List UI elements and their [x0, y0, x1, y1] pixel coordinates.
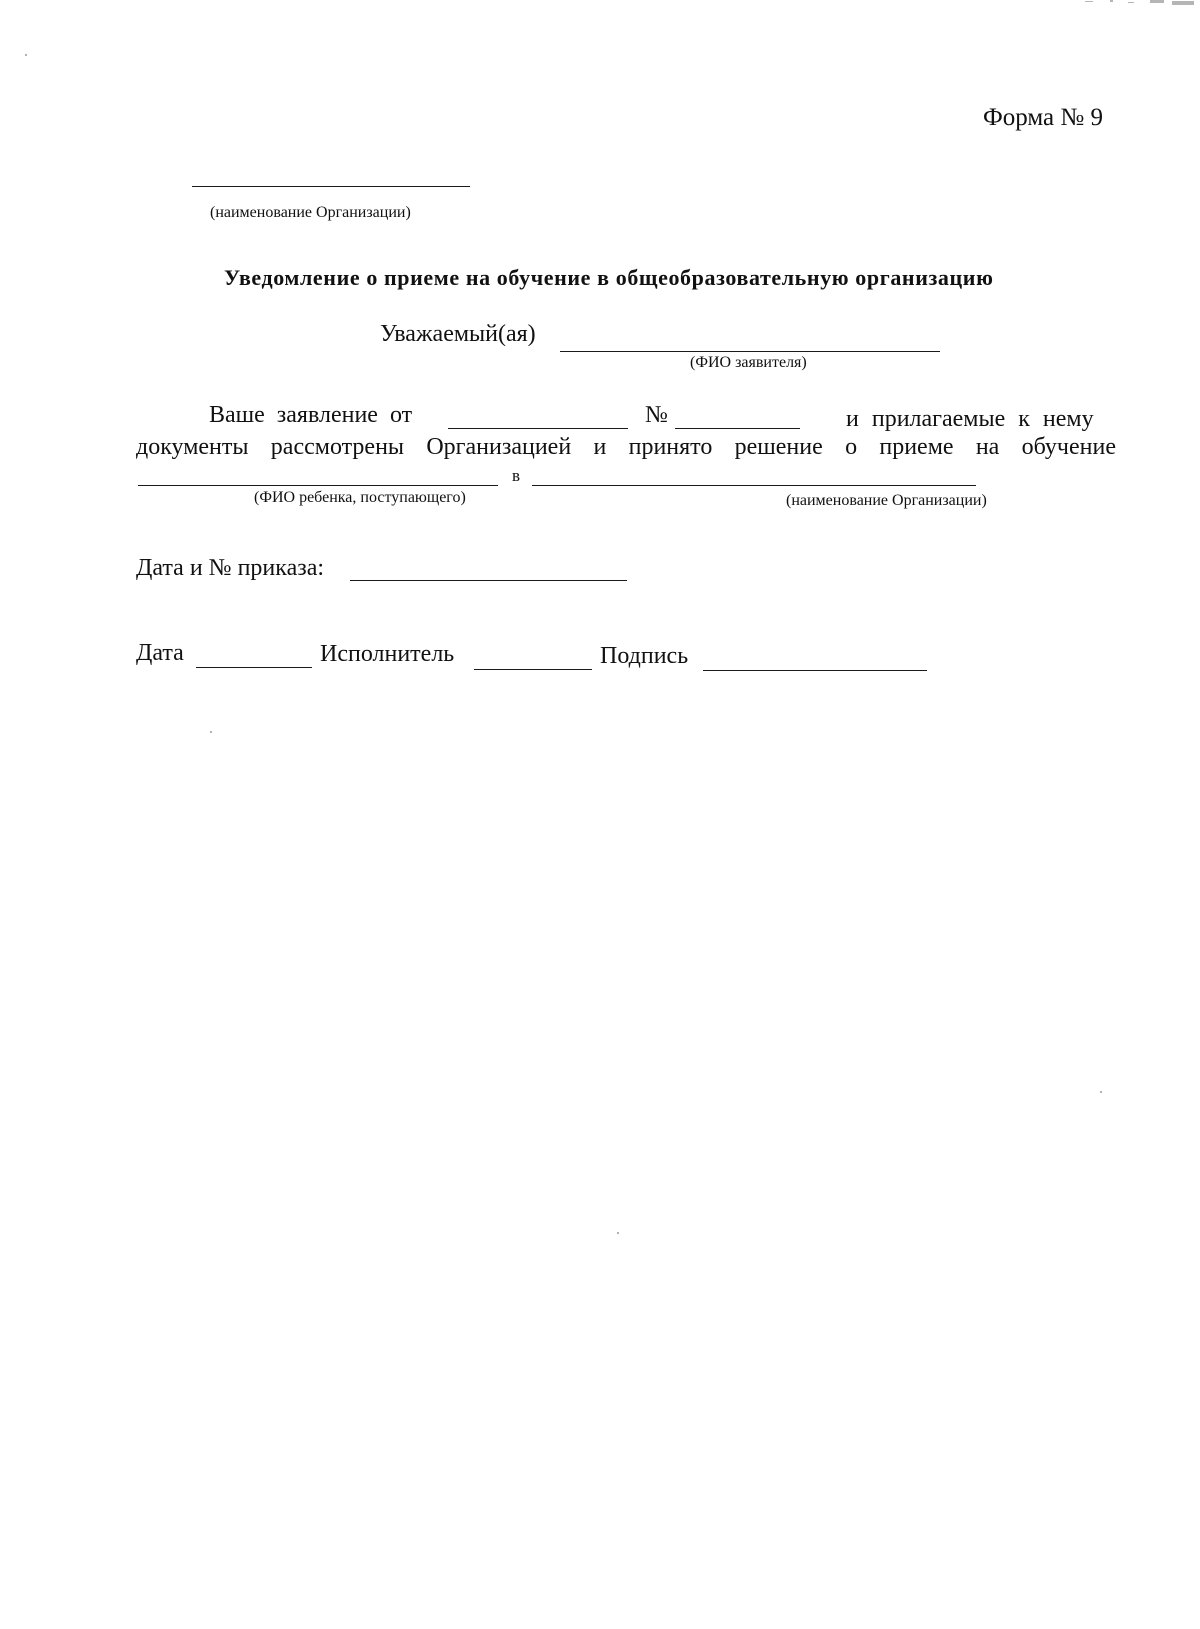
- scan-speck: [1100, 1091, 1102, 1093]
- executor-field[interactable]: [474, 669, 592, 670]
- document-title: Уведомление о приеме на обучение в общеобразовательную организацию: [224, 265, 994, 290]
- date-label: Дата: [136, 640, 184, 666]
- child-name-caption: (ФИО ребенка, поступающего): [254, 489, 466, 506]
- application-date-field[interactable]: [448, 428, 628, 429]
- form-number: Форма № 9: [983, 104, 1103, 131]
- applicant-name-caption: (ФИО заявителя): [690, 354, 807, 371]
- signature-field[interactable]: [703, 670, 927, 671]
- target-organization-field[interactable]: [532, 485, 976, 486]
- signature-label: Подпись: [600, 643, 689, 669]
- date-field[interactable]: [196, 667, 312, 668]
- organization-name-caption: (наименование Организации): [210, 204, 411, 221]
- target-organization-caption: (наименование Организации): [786, 492, 987, 509]
- applicant-name-field[interactable]: [560, 351, 940, 352]
- preposition-v: в: [512, 466, 521, 485]
- scan-speck: [617, 1232, 619, 1234]
- executor-label: Исполнитель: [320, 641, 455, 667]
- scan-speck: [25, 54, 27, 56]
- number-sign: №: [645, 402, 668, 428]
- greeting-label: Уважаемый(ая): [380, 321, 536, 347]
- order-field[interactable]: [350, 580, 627, 581]
- scan-noise: [1080, 0, 1200, 8]
- application-from-label: Ваше заявление от: [209, 402, 413, 428]
- attached-documents-label: и прилагаемые к нему: [846, 406, 1094, 432]
- order-label: Дата и № приказа:: [136, 555, 325, 581]
- organization-name-field[interactable]: [192, 186, 470, 187]
- child-name-field[interactable]: [138, 485, 498, 486]
- scan-speck: [210, 731, 212, 733]
- decision-text: документы рассмотрены Организацией и принято решение о приеме на обучение: [136, 434, 1116, 460]
- application-number-field[interactable]: [675, 428, 800, 429]
